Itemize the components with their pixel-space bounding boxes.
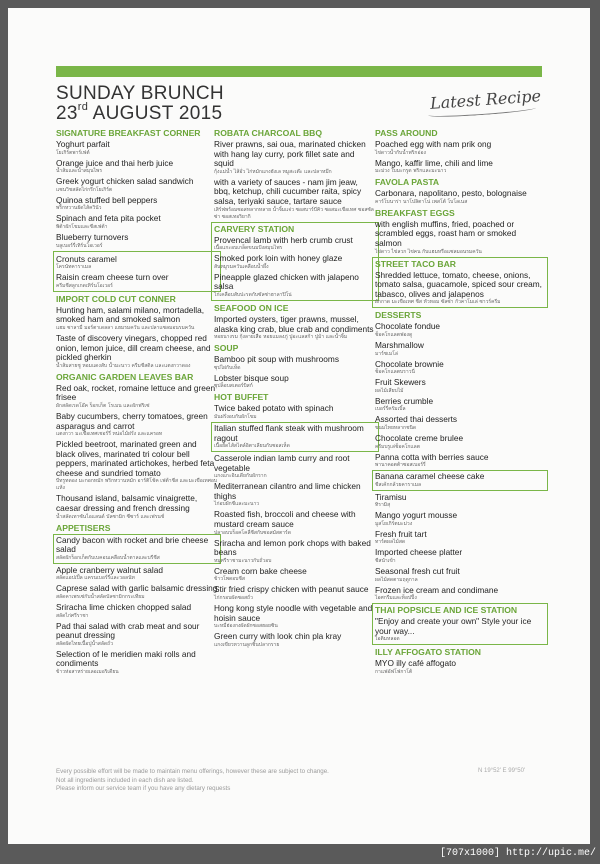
menu-item-name: Mediterranean cilantro and lime chicken thighs [214, 481, 361, 501]
menu-item [214, 178, 376, 221]
menu-item-thai: หมูศรีราชามะนาวกับถั่วอบ [214, 557, 272, 564]
menu-item [214, 315, 376, 341]
menu-item-name: Orange juice and thai herb juice [56, 157, 174, 168]
menu-section [214, 343, 376, 390]
menu-item [56, 140, 218, 157]
menu-item-name: Assorted thai desserts [375, 414, 458, 425]
menu-item [375, 397, 545, 414]
menu-item [375, 415, 545, 432]
menu-item [375, 434, 545, 451]
menu-item [56, 334, 218, 370]
section-heading: IMPORT COLD CUT CONNER [56, 293, 176, 304]
menu-item-name: Caprese salad with garlic balsamic dressing [56, 583, 218, 594]
menu-item-thai: ขนมไทยหลากชนิด [375, 424, 417, 431]
menu-item-thai: น้ำส้มสายชู หอมแดงสับ น้ำมะนาว ครีมชีสดิล และแตงกวาดอง [56, 362, 191, 369]
menu-item-thai: สลัดแอปเปิ้ล แครนเบอร์รี่และวอลนัท [56, 575, 135, 582]
date-suffix: rd [77, 101, 89, 113]
menu-item-thai: มะม่วง ใบมะกรูด พริกและมะนาว [375, 168, 447, 175]
menu-item-name: Chocolate brownie [375, 358, 444, 369]
menu-item-thai: ไอศกรีมและท็อปปิ้ง [375, 595, 417, 602]
menu-item-thai: น้ำสลัดเทาซันไอแลนด์ บัลซามิก ซีซาร์ และเฟรนช์ [56, 513, 165, 520]
menu-item-name: Mango yogurt mousse [375, 510, 458, 521]
menu-item [56, 196, 218, 213]
menu-item [56, 384, 218, 410]
menu-item-thai: สลัดไก่ศรีราชา [56, 612, 89, 619]
section-heading: CARVERY STATION [214, 223, 295, 234]
menu-disclaimer [56, 768, 436, 794]
menu-item-name: Candy bacon with rocket and brie cheese salad [56, 534, 209, 555]
menu-column-1 [56, 126, 218, 676]
menu-item-thai: เบอร์รี่ครัมเบิ้ล [375, 406, 406, 413]
menu-section [56, 523, 218, 676]
menu-item [214, 454, 376, 480]
menu-item-name: Imported cheese platter [375, 547, 463, 558]
menu-item-name: Chocolate fondue [375, 321, 441, 332]
menu-item [214, 374, 376, 391]
menu-item-name: Red oak, rocket, romaine lettuce and green frisee [56, 382, 216, 403]
date-day: 23 [56, 103, 78, 124]
section-heading: ORGANIC GARDEN LEAVES BAR [56, 371, 194, 382]
menu-column-2 [214, 126, 376, 649]
menu-item [56, 412, 218, 438]
menu-section [214, 128, 376, 221]
menu-item-thai: ไอติมหลอด [375, 636, 400, 643]
menu-item [211, 422, 379, 452]
menu-item [56, 255, 218, 272]
section-heading: THAI POPSICLE AND ICE STATION [375, 605, 518, 616]
menu-item [375, 189, 545, 206]
menu-item-name: Lobster bisque soup [214, 372, 289, 383]
menu-item-name: Pickled beetroot, marinated green and black olives, marinated tri colour bell peppers, marinated artichokes, herbed feta cheese and sundried tomato [56, 439, 215, 478]
menu-item-thai: แกงแกะอินเดียกับผักราก [214, 473, 267, 480]
section-heading: FAVOLA PASTA [375, 177, 440, 188]
section-heading: HOT BUFFET [214, 392, 269, 403]
menu-item-name: Seasonal fresh cut fruit [375, 566, 460, 577]
menu-item [214, 273, 376, 299]
menu-item-thai: แซนวิชสลัดไก่กรีกโยเกิร์ต [56, 186, 113, 193]
menu-item-name: Cream corn bake cheese [214, 565, 307, 576]
menu-item [375, 322, 545, 339]
menu-item-thai: โยเกิร์ตพาร์เฟต์ [56, 149, 90, 156]
menu-item [375, 159, 545, 176]
date-month-year: AUGUST 2015 [88, 103, 223, 124]
section-heading: SIGNATURE BREAKFAST CORNER [56, 128, 201, 138]
menu-item [214, 539, 376, 565]
menu-item-name: Fruit Skewers [375, 377, 426, 388]
menu-item-name: Sriracha and lemon pork chops with baked beans [214, 537, 371, 558]
menu-item-name: River prawns, sai oua, marinated chicken with hang lay curry, pork fillet sate and squid [214, 139, 366, 169]
menu-item [375, 659, 545, 676]
menu-item [214, 585, 376, 602]
section-heading: ILLY AFFOGATO STATION [375, 647, 481, 658]
menu-item [56, 584, 218, 601]
menu-item-thai: ซุปล็อบสเตอร์บิสก์ [214, 383, 253, 390]
menu-item-name: Bamboo pit soup with mushrooms [214, 354, 339, 365]
menu-item-thai: น้ำส้มและน้ำสมุนไพร [56, 168, 103, 175]
menu-item-name: Cronuts caramel [56, 253, 117, 264]
menu-item [375, 548, 545, 565]
menu-item-name: Baby cucumbers, cherry tomatoes, green asparagus and carrot [56, 410, 208, 431]
menu-item-thai: ไข่ดาวน้ำกับน้ำพริกอ่อง [375, 149, 426, 156]
menu-item [56, 273, 218, 290]
menu-section [372, 603, 548, 645]
menu-item-name: Green curry with look chin pla kray [214, 631, 342, 642]
menu-section [56, 372, 218, 521]
menu-item-name: Banana caramel cheese cake [375, 471, 485, 482]
menu-item-thai: ช็อคโกแลตบราวนี่ [375, 369, 415, 376]
menu-item-thai: กาแฟอัฟโฟกาโต้ [375, 669, 413, 676]
menu-item [53, 534, 221, 564]
menu-item-name: Provencal lamb with herb crumb crust [214, 234, 353, 245]
menu-item [375, 360, 545, 377]
menu-item [375, 530, 545, 547]
menu-item-thai: ทาร์ตผลไม้สด [375, 539, 406, 546]
menu-item-thai: มาร์ชเมโล่ [375, 350, 398, 357]
menu-item-thai: ข้าวห่อสาหร่ายเลอเมอริเดียน [56, 669, 119, 675]
menu-item-thai: เนื้อยัดไส้สไตล์อิตาเลียนกับซอสเห็ด [214, 443, 290, 450]
menu-item [214, 604, 376, 630]
menu-item-thai: มูสโยเกิร์ตมะม่วง [375, 520, 413, 527]
coordinates-text: N 19°52' E 99°50' [478, 768, 526, 774]
menu-item-thai: ผักกาด มะเขือเทศ ชีส หัวหอม ซัลซ่า กัวคาโมเล่ ซาวร์ครีม [375, 299, 501, 306]
latest-recipe-logo: Latest Recipe [429, 86, 542, 113]
menu-item [214, 236, 376, 253]
menu-section [375, 208, 545, 256]
section-heading: APPETISERS [56, 522, 111, 533]
menu-item-thai: พริกหวานยัดไส้ควินัว [56, 205, 102, 212]
section-heading: STREET TACO BAR [375, 258, 457, 269]
image-host-stamp: [707x1000] http://upic.me/ [440, 848, 597, 859]
menu-section [56, 294, 218, 370]
menu-section [375, 310, 545, 602]
menu-item [56, 214, 218, 231]
menu-item-thai: โครนัทคาราเมล [56, 264, 92, 271]
menu-item-thai: พิต้าผักโขมและชีสเฟต้า [56, 223, 108, 230]
menu-item [375, 586, 545, 603]
menu-item-name: Pad thai salad with crab meat and sour peanut dressing [56, 620, 200, 641]
menu-item-thai: คาร์โบนาร่า นาโปลิตาโน่ เพสโต้ โบโลเนส [375, 198, 468, 205]
menu-item-name: Pineapple glazed chicken with jalapeno salsa [214, 271, 359, 292]
menu-item [214, 404, 376, 421]
section-heading: SEAFOOD ON ICE [214, 302, 289, 313]
menu-item-name: "Enjoy and create your own" Style your ice your way... [375, 616, 532, 636]
menu-title: SUNDAY BRUNCH [56, 83, 224, 104]
menu-item [56, 306, 218, 332]
menu-item [56, 177, 218, 194]
menu-section [214, 392, 376, 649]
menu-item-name: Hunting ham, salami milano, mortadella, smoked ham and smoked salmon [56, 304, 205, 325]
menu-item-name: Imported oysters, tiger prawns, mussel, alaska king crab, blue crab and condiments [214, 313, 374, 334]
menu-item-thai: บะหมี่ฮ่องกงผัดผักซอสฮอยซิน [214, 623, 278, 630]
menu-item-thai: ครีมบรูเล่ช็อคโกแลต [375, 443, 420, 450]
menu-item [375, 271, 545, 307]
menu-item-thai: ไก่เคลือบสับปะรดกับซัลซ่าฮาลาปิโน่ [214, 291, 292, 298]
menu-item-thai: ซุปไผ่กับเห็ด [214, 364, 241, 371]
menu-item-name: Spinach and feta pita pocket [56, 213, 161, 224]
menu-item-name: Selection of le meridien maki rolls and condiments [56, 648, 196, 669]
menu-item [214, 482, 376, 508]
menu-item [375, 511, 545, 528]
menu-sheet [8, 8, 590, 844]
menu-item-name: Stir fried crispy chicken with peanut sauce [214, 584, 369, 595]
menu-item-thai: แฮม ซาลามี่ มอร์ตาเดลลา แฮมรมควัน และปลาแซลมอนรมควัน [56, 324, 195, 331]
menu-item [375, 617, 545, 643]
menu-item [375, 453, 545, 470]
menu-item-name: Frozen ice cream and condimane [375, 584, 499, 595]
menu-item-name: Chocolate creme brulee [375, 432, 464, 443]
menu-item-name: Taste of discovery vinegars, chopped red onion, lemon juice, dill cream cheese, and pickled gherkin [56, 332, 211, 363]
menu-item-name: Smoked pork loin with honey glaze [214, 253, 343, 264]
menu-item-thai: ครีมชีสลูกเกดเทิร์นโอเวอร์ [56, 282, 113, 289]
menu-item [375, 567, 545, 584]
menu-date [56, 103, 222, 125]
menu-item-thai: ผลไม้เสียบไม้ [375, 387, 404, 394]
menu-item [56, 650, 218, 676]
menu-item-name: Raisin cream cheese turn over [56, 272, 169, 283]
menu-item [214, 567, 376, 584]
menu-item-thai: ข้าวโพดอบชีส [214, 576, 245, 583]
menu-item-name: with english muffins, fried, poached or scrambled eggs, roast ham or smoked salmon [375, 218, 517, 248]
section-heading: PASS AROUND [375, 128, 438, 138]
menu-item-thai: สลัดผักร็อกเก็ตกับเบคอนเคลือบน้ำตาลและบรีชีส [56, 554, 160, 561]
menu-item-thai: มันฝรั่งอบกับผักโขม [214, 413, 257, 420]
menu-item-thai: บลูเบอร์รี่เทิร์นโอเวอร์ [56, 242, 103, 249]
menu-item-thai: ผลไม้สดตามฤดูกาล [375, 576, 418, 583]
menu-item-thai: แกงเขียวหวานลูกชิ้นปลากราย [214, 641, 280, 648]
menu-item-name: Apple cranberry walnut salad [56, 564, 163, 575]
menu-item-thai: ผักสลัดเรดโอ๊ค ร็อกเก็ต โรเมน และผักฟริเซ่ [56, 402, 150, 409]
menu-item-name: Italian stuffed flank steak with mushroom ragout [214, 422, 364, 443]
menu-item-thai: แตงกวา มะเขือเทศเชอร์รี่ หน่อไม้ฝรั่ง และแครอท [56, 431, 163, 438]
menu-item [375, 341, 545, 358]
menu-item-thai: ทิรามิสุ [375, 502, 391, 509]
menu-item-name: Roasted fish, broccoli and cheese with mustard cream sauce [214, 509, 356, 530]
section-heading: DESSERTS [375, 310, 422, 321]
menu-item-name: Thousand island, balsamic vinaigrette, caesar dressing and french dressing [56, 493, 198, 514]
menu-section [53, 251, 221, 292]
menu-item [56, 494, 218, 520]
disclaimer-line: Please inform our service team if you have any dietary requests [56, 785, 231, 792]
menu-item-name: with a variety of sauces - nam jim jeaw, bbq, ketchup, chili cucumber raita, spicy salsa, teriyaki sauce, tartare sauce [214, 176, 362, 206]
menu-item-name: Greek yogurt chicken salad sandwich [56, 176, 194, 187]
menu-section [375, 647, 545, 676]
menu-item-thai: ไข่ดาว ไข่ลวก ไข่คน กับแฮมหรือแซลมอนรมควัน [375, 248, 482, 255]
menu-item-name: Shredded lettuce, tomato, cheese, onions, tomato salsa, guacamole, spiced sour cream, tabasco, olives and jalapenos [375, 269, 542, 299]
menu-section [211, 222, 379, 301]
menu-item [375, 220, 545, 256]
menu-item [214, 254, 376, 271]
menu-item-thai: ไก่กรอบผัดซอสถั่ว [214, 595, 253, 602]
menu-item [375, 378, 545, 395]
menu-item [56, 440, 218, 492]
menu-item-thai: ไก่อบผักชีและมะนาว [214, 501, 260, 508]
menu-item-name: Hong kong style noodle with vegetable and hoisin sauce [214, 603, 373, 623]
menu-item [214, 510, 376, 536]
section-heading: SOUP [214, 343, 239, 354]
menu-item-name: Berries crumble [375, 395, 434, 406]
menu-item-thai: กุ้งแม่น้ำ ไส้อั่ว ไก่หมักแกงฮังเล หมูสะเต๊ะ และปลาหมึก [214, 168, 332, 175]
menu-section [375, 177, 545, 206]
menu-item-thai: บีทรูทดอง มะกอกหมัก พริกหวานหมัก อาร์ติโช้ค เฟต้าชีส และมะเขือเทศอบแห้ง [56, 478, 218, 492]
menu-item-thai: สลัดผัดไทยเนื้อปูน้ำสลัดถั่ว [56, 640, 114, 647]
menu-section [214, 303, 376, 341]
menu-item-thai: หอยนางรม กุ้งลายเสือ หอยแมลงภู่ ปูอะแลสก้า ปูม้า และน้ำจิ้ม [214, 334, 348, 341]
menu-section [375, 128, 545, 175]
menu-item-name: Fresh fruit tart [375, 528, 427, 539]
menu-item [56, 566, 218, 583]
menu-item [56, 603, 218, 620]
disclaimer-line: Not all ingredients included in each dish are listed. [56, 776, 194, 784]
menu-section [372, 257, 548, 309]
menu-column-3 [375, 126, 545, 676]
menu-item-thai: สลัดคาเพรเซ่กับน้ำสลัดบัลซามิกกระเทียม [56, 594, 145, 601]
menu-item-thai: ชีสนำเข้า [375, 558, 396, 565]
menu-section [56, 128, 218, 250]
menu-item-name: Poached egg with nam prik ong [375, 139, 492, 149]
menu-item-name: Mango, kaffir lime, chili and lime [375, 157, 493, 168]
menu-item-thai: ช็อคโกแลตฟองดู [375, 331, 413, 338]
menu-item-name: Quinoa stuffed bell peppers [56, 194, 158, 205]
menu-item [214, 140, 376, 176]
menu-item-name: Casserole indian lamb curry and root vegetable [214, 453, 350, 473]
menu-item-name: Twice baked potato with spinach [214, 403, 334, 414]
menu-item [56, 233, 218, 250]
menu-item-name: Yoghurt parfait [56, 139, 110, 149]
menu-item-name: Tiramisu [375, 491, 407, 502]
disclaimer-line: Every possible effort will be made to maintain menu offerings, however these are subject to change. [56, 768, 329, 775]
section-heading: BREAKFAST EGGS [375, 207, 455, 218]
menu-item-name: Blueberry turnovers [56, 231, 129, 242]
menu-item-name: MYO illy café affogato [375, 658, 457, 669]
menu-item [56, 622, 218, 648]
menu-item [375, 140, 545, 157]
menu-item [56, 159, 218, 176]
menu-item-thai: ชีสเค้กกล้วยคาราเมล [375, 481, 422, 488]
menu-item-thai: ปลาอบบร็อคโคลี่ชีสกับซอสมัสตาร์ด [214, 529, 291, 536]
menu-item-name: Panna cotta with berries sauce [375, 451, 489, 462]
menu-item-name: Carbonara, napolitano, pesto, bolognaise [375, 188, 527, 199]
menu-item-thai: เนื้อแกะอบเกล็ดขนมปังสมุนไพร [214, 245, 283, 252]
menu-item-name: Marshmallow [375, 339, 424, 350]
menu-item-name: Sriracha lime chicken chopped salad [56, 602, 192, 613]
menu-item [214, 355, 376, 372]
menu-item [375, 493, 545, 510]
menu-item [214, 632, 376, 649]
menu-item-thai: พานาคอตต้าซอสเบอร์รี่ [375, 462, 426, 469]
green-header-bar [56, 66, 542, 77]
menu-item-thai: เสิร์ฟพร้อมซอสหลากหลาย น้ำจิ้มแจ่ว ซอสบาร์บีคิว ซอสมะเขือเทศ ซอสซัลซ่า ซอสเทอริยากิ [214, 206, 374, 220]
menu-item-thai: สันหมูรมควันเคลือบน้ำผึ้ง [214, 263, 269, 270]
menu-item [372, 470, 548, 491]
section-heading: ROBATA CHARCOAL BBQ [214, 128, 323, 138]
